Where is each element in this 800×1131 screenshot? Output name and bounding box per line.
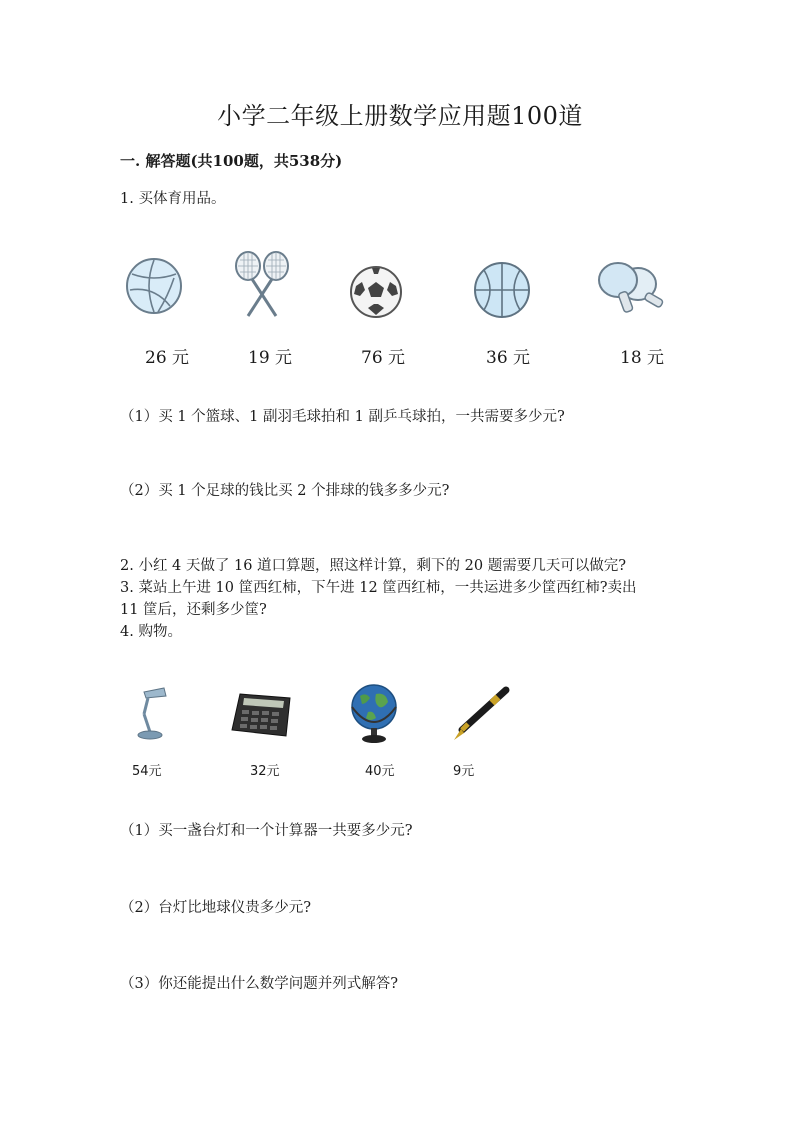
- price-basketball: 36 元: [486, 348, 531, 368]
- page-title: 小学二年级上册数学应用题100道: [217, 102, 583, 130]
- question-4-part-3: （3）你还能提出什么数学问题并列式解答?: [120, 976, 398, 992]
- basketball-icon: [472, 260, 532, 320]
- question-4-stem: 4. 购物。: [120, 624, 182, 640]
- desk-lamp-icon: [130, 686, 174, 742]
- price-soccer-ball: 76 元: [361, 348, 406, 368]
- pen-icon: [448, 686, 512, 742]
- price-calculator: 32元: [250, 764, 280, 779]
- question-4-part-2: （2）台灯比地球仪贵多少元?: [120, 900, 311, 916]
- question-4-part-1: （1）买一盏台灯和一个计算器一共要多少元?: [120, 823, 413, 839]
- question-1-stem: 1. 买体育用品。: [120, 191, 226, 207]
- calculator-icon: [230, 692, 296, 738]
- ping-pong-paddles-icon: [596, 258, 668, 316]
- price-ping-pong-paddles: 18 元: [620, 348, 665, 368]
- soccer-ball-icon: [348, 264, 404, 320]
- price-volleyball: 26 元: [145, 348, 190, 368]
- question-3-line-1: 3. 菜站上午进 10 筐西红柿，下午进 12 筐西红柿，一共运进多少筐西红柿?卖出: [120, 580, 637, 596]
- question-3-line-2: 11 筐后，还剩多少筐?: [120, 602, 267, 618]
- price-pen: 9元: [453, 764, 475, 779]
- question-1-part-2: （2）买 1 个足球的钱比买 2 个排球的钱多多少元?: [120, 483, 450, 499]
- price-globe: 40元: [365, 764, 395, 779]
- price-badminton-rackets: 19 元: [248, 348, 293, 368]
- globe-icon: [348, 682, 400, 744]
- section-heading: 一. 解答题(共100题，共538分): [120, 152, 343, 170]
- price-desk-lamp: 54元: [132, 764, 162, 779]
- volleyball-icon: [124, 256, 184, 316]
- badminton-rackets-icon: [230, 250, 294, 322]
- question-2: 2. 小红 4 天做了 16 道口算题，照这样计算，剩下的 20 题需要几天可以做完?: [120, 558, 626, 574]
- question-1-part-1: （1）买 1 个篮球、1 副羽毛球拍和 1 副乒乓球拍，一共需要多少元?: [120, 409, 565, 425]
